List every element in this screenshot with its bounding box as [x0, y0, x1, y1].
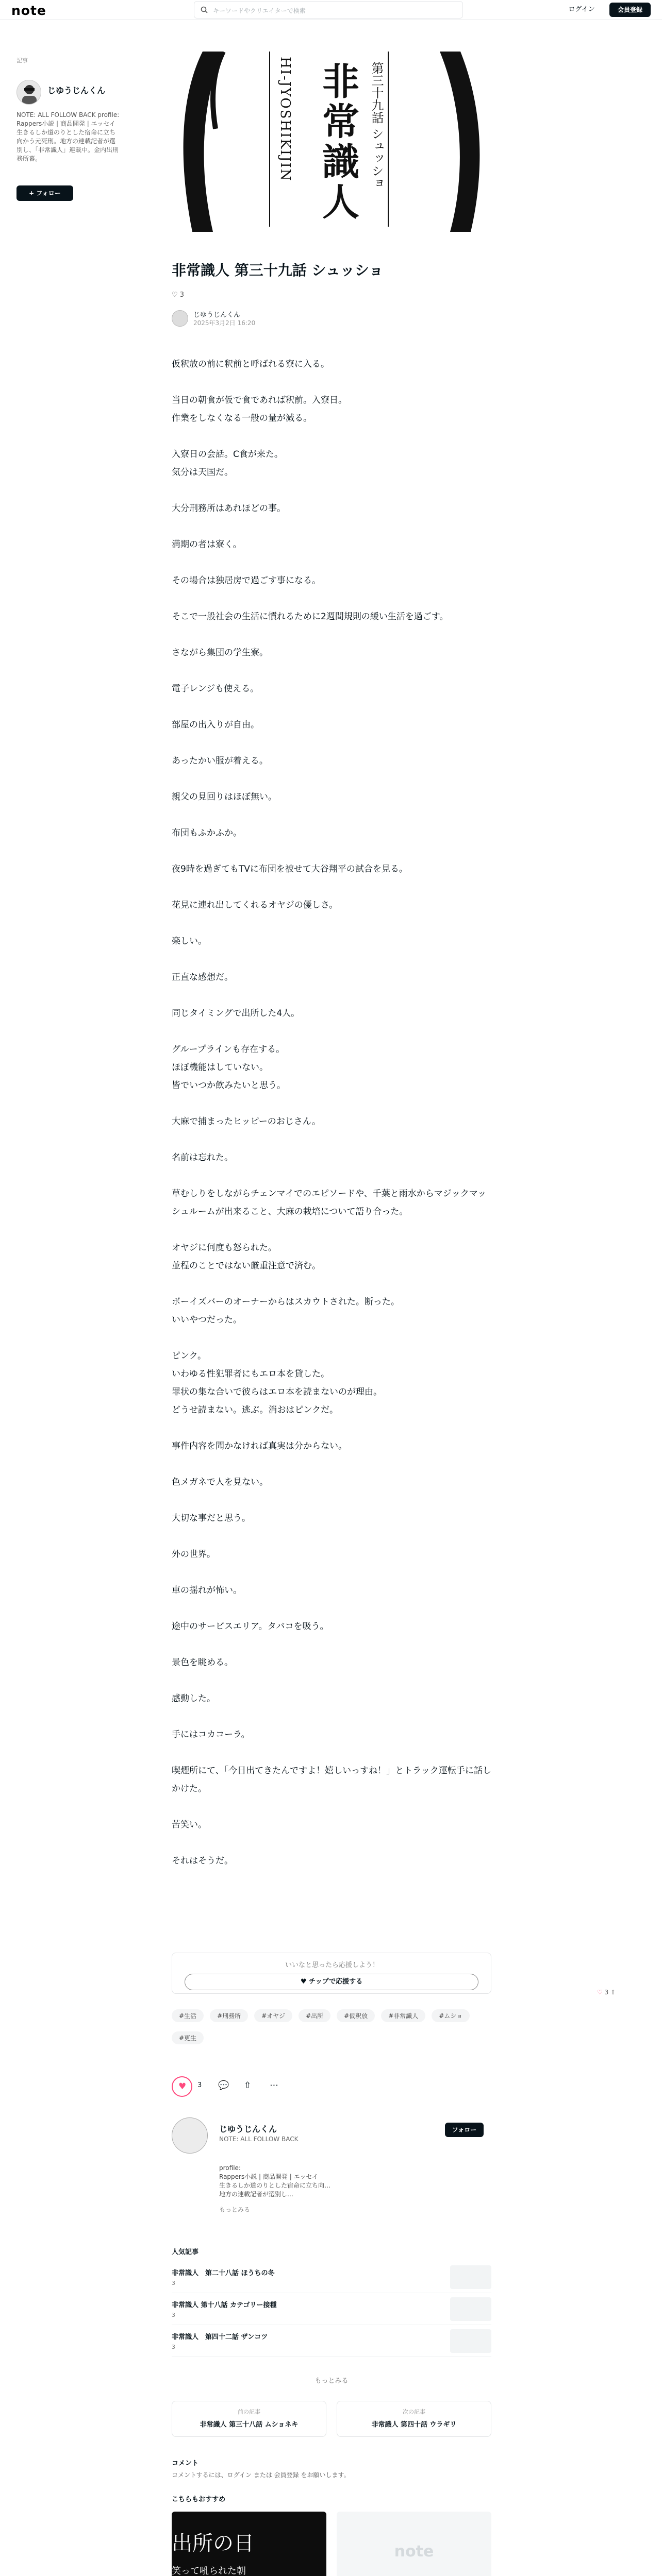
- floating-like[interactable]: ♡ 3 ⇧: [597, 1989, 616, 1996]
- like-count: 3: [197, 2081, 202, 2089]
- sidebar-name[interactable]: じゆうじんくん: [47, 86, 106, 95]
- article-paragraph: その場合は独居房で過ごす事になる。: [172, 575, 321, 586]
- like-button[interactable]: [172, 2076, 192, 2097]
- top-header: [0, 0, 662, 20]
- hero-title-vertical: 非常識人: [316, 62, 360, 223]
- comments-section: [172, 2458, 491, 2479]
- article-paragraph: 車の揺れが怖い。: [172, 1585, 242, 1596]
- popular-item[interactable]: [172, 2325, 491, 2357]
- search-placeholder: キーワードやクリエイターで検索: [213, 7, 306, 14]
- comments-heading: コメント: [172, 2460, 199, 2467]
- search-icon: [201, 6, 208, 13]
- article-paragraph: 当日の朝食が仮で食であれば釈前。入寮日。 作業をしなくなる一般の量が減る。: [172, 395, 347, 423]
- prev-title: 非常識人 第三十八話 ムショネキ: [200, 2421, 299, 2429]
- article-paragraph: ボーイズバーのオーナーからはスカウトされた。断った。 いいやつだった。: [172, 1297, 400, 1325]
- popular-likes: 3: [172, 2344, 175, 2350]
- article-paragraph: 仮釈放の前に釈前と呼ばれる寮に入る。: [172, 359, 329, 369]
- popular-thumbnail: [450, 2265, 491, 2289]
- article-paragraph: 部屋の出入りが自由。: [172, 720, 259, 730]
- popular-likes: 3: [172, 2312, 175, 2318]
- article-paragraph: それはそうだ。: [172, 1856, 233, 1866]
- tag-chip[interactable]: #出所: [299, 2009, 330, 2022]
- article-paragraph: 正直な感想だ。: [172, 972, 233, 982]
- article-paragraph: ピンク。 いわゆる性犯罪者にもエロ本を貸した。 罪状の集な合いで彼らはエロ本を読まないのが理由。 どうせ読まない。逃ぶ。消おはピンクだ。: [172, 1351, 382, 1415]
- creator-card: [172, 2112, 491, 2231]
- creator-bio: profile: Rappers小説 | 商品開発 | エッセイ 生きるしか道のりとした宿命に立ち向… 地方の連載記者が選別し…: [219, 2164, 331, 2198]
- article-paragraph: そこで一般社会の生活に慣れるために2週間規則の緩い生活を過ごす。: [172, 612, 449, 622]
- sidebar-follow-button[interactable]: + フォロー: [16, 185, 73, 201]
- article-paragraph: 電子レンジも使える。: [172, 684, 259, 694]
- article-navigation: [172, 2401, 491, 2442]
- article-paragraph: 色メガネで人を見ない。: [172, 1477, 268, 1487]
- popular-more-link[interactable]: もっとみる: [315, 2377, 349, 2385]
- article-paragraph: 外の世界。: [172, 1549, 216, 1560]
- article-paragraph: 花見に連れ出してくれるオヤジの優しさ。: [172, 900, 338, 910]
- sidebar-label: 記事: [16, 57, 28, 64]
- heart-icon: ♡: [172, 291, 178, 299]
- recommend-card[interactable]: [172, 2512, 326, 2576]
- tag-chip[interactable]: #ムショ: [432, 2009, 470, 2022]
- article-paragraph: 布団もふかふか。: [172, 828, 242, 838]
- article-paragraph: オヤジに何度も怒られた。 並程のことではない厳重注意で済む。: [172, 1243, 321, 1271]
- hero-roman-vertical: HI-JYOSHIKIJIN: [277, 57, 293, 182]
- next-article-link[interactable]: [337, 2401, 491, 2437]
- tip-icon: ♥: [300, 1978, 307, 1986]
- recommend-heading: こちらもおすすめ: [172, 2496, 226, 2503]
- creator-more-link[interactable]: もっとみる: [219, 2206, 251, 2213]
- comments-text: コメントするには、ログイン または 会員登録 をお願いします。: [172, 2471, 350, 2479]
- recommend-section: [172, 2494, 491, 2576]
- tag-chip[interactable]: #オヤジ: [254, 2009, 292, 2022]
- recommend-image-sub: 笑って吼られた朝: [172, 2566, 246, 2576]
- article-paragraph: 満期の者は寮く。: [172, 539, 242, 550]
- more-icon[interactable]: ⋯: [270, 2080, 278, 2091]
- article-paragraph: 大分刑務所はあれほどの事。: [172, 503, 286, 514]
- article-paragraph: 親父の見回りはほぼ無い。: [172, 792, 277, 802]
- popular-thumbnail: [450, 2297, 491, 2321]
- article-paragraph: 景色を眺める。: [172, 1657, 233, 1668]
- article-paragraph: 感動した。: [172, 1693, 216, 1704]
- popular-item[interactable]: [172, 2293, 491, 2325]
- popular-thumbnail: [450, 2329, 491, 2353]
- article-paragraph: 大切な事だと思う。: [172, 1513, 251, 1523]
- tag-chip[interactable]: #非常識人: [381, 2009, 425, 2022]
- support-box: [172, 1953, 491, 1994]
- hero-image: [172, 52, 491, 232]
- article-paragraph: 草むしりをしながらチェンマイでのエピソードや、千葉と雨水からマジックマッシュルームが出来ること、大麻の栽培について語り合った。: [172, 1189, 487, 1217]
- article-paragraph: 手にはコカコーラ。: [172, 1730, 250, 1740]
- recommend-image-title: 出所の日: [172, 2532, 254, 2555]
- creator-avatar[interactable]: [172, 2117, 208, 2154]
- article-paragraph: あったかい服が着える。: [172, 756, 268, 766]
- recommend-card[interactable]: [337, 2512, 491, 2576]
- sidebar-bio: NOTE: ALL FOLLOW BACK profile: Rappers小説 | 商品開発 | エッセイ 生きるしか道のりとした宿命に立ち向かう元死刑。地方の連載記者が選別し、「非常識人」連載中。金内出刑務所暮。: [16, 111, 120, 162]
- share-icon: ⇧: [610, 1989, 616, 1996]
- article-paragraph: 楽しい。: [172, 936, 207, 946]
- popular-articles: [172, 2246, 491, 2357]
- author-avatar[interactable]: [172, 310, 188, 327]
- popular-likes: 3: [172, 2280, 175, 2286]
- note-logo[interactable]: note: [11, 3, 46, 18]
- article-paragraph: 夜9時を過ぎてもTVに布団を被せて大谷翔平の試合を見る。: [172, 864, 408, 874]
- article-paragraph: さながら集団の学生寮。: [172, 648, 268, 658]
- article-paragraph: 苦笑い。: [172, 1820, 207, 1830]
- login-button[interactable]: ログイン: [568, 6, 595, 13]
- note-placeholder-logo: note: [394, 2543, 434, 2561]
- creator-follow-button[interactable]: フォロー: [445, 2123, 484, 2137]
- prev-label: 前の記事: [238, 2409, 260, 2415]
- article-paragraph: 喫煙所にて、「今日出てきたんですよ！嬉しいっすね！」とトラック運転手に話しかけた。: [172, 1766, 491, 1794]
- popular-title: 非常識人 第四十二話 ザンコツ: [172, 2333, 268, 2341]
- avatar[interactable]: [16, 80, 41, 105]
- support-label: いいなと思ったら応援しよう！: [285, 1961, 379, 1969]
- next-title: 非常識人 第四十話 ウラギリ: [371, 2421, 457, 2429]
- article-actions: [172, 2076, 491, 2097]
- tag-chip[interactable]: #生活: [172, 2009, 204, 2022]
- popular-title: 非常識人 第十八話 カテゴリー接種: [172, 2301, 277, 2309]
- share-icon[interactable]: ⇧: [244, 2080, 252, 2091]
- popular-title: 非常識人 第二十八話 ほうちの冬: [172, 2269, 275, 2277]
- prev-article-link[interactable]: [172, 2401, 326, 2437]
- signup-button[interactable]: 会員登録: [609, 3, 651, 17]
- author-name[interactable]: じゆうじんくん: [193, 311, 241, 319]
- popular-heading: 人気記事: [172, 2248, 199, 2256]
- heart-icon: ♡: [597, 1989, 603, 1996]
- creator-sub: NOTE: ALL FOLLOW BACK: [219, 2136, 299, 2143]
- comment-icon[interactable]: 💬: [218, 2080, 229, 2091]
- article-likes[interactable]: ♡ 3: [172, 291, 185, 299]
- article-paragraph: 大麻で捕まったヒッピーのおじさん。: [172, 1116, 321, 1127]
- article-paragraph: 入寮日の会話。C食が来た。 気分は天国だ。: [172, 449, 283, 478]
- article-date: 2025年3月2日 16:20: [193, 319, 256, 327]
- article-body: [172, 355, 491, 1888]
- hero-subtitle-vertical: 第三十九話 シュッショ: [369, 62, 384, 190]
- tip-button[interactable]: ♥ チップで応援する: [185, 1974, 478, 1990]
- heart-icon: ♥: [178, 2081, 187, 2092]
- tag-chip[interactable]: #仮釈放: [337, 2009, 375, 2022]
- article-paragraph: 名前は忘れた。: [172, 1153, 233, 1163]
- tag-chip[interactable]: #更生: [172, 2031, 204, 2044]
- article-paragraph: 途中のサービスエリア。タバコを吸う。: [172, 1621, 329, 1632]
- article-title: 非常識人 第三十九話 シュッショ: [172, 262, 384, 279]
- article-paragraph: グループラインも存在する。 ほぼ機能はしていない。 皆でいつか飲みたいと思う。: [172, 1044, 286, 1091]
- recommend-image: [337, 2512, 491, 2576]
- creator-name[interactable]: じゆうじんくん: [219, 2124, 277, 2134]
- search-input[interactable]: [194, 1, 463, 19]
- article-paragraph: 事件内容を聞かなければ真実は分からない。: [172, 1441, 347, 1451]
- tag-list: [172, 2009, 491, 2054]
- popular-item[interactable]: [172, 2261, 491, 2293]
- tag-chip[interactable]: #刑務所: [210, 2009, 248, 2022]
- article-paragraph: 同じタイミングで出所した4人。: [172, 1008, 300, 1019]
- recommend-image: [172, 2512, 326, 2576]
- next-label: 次の記事: [403, 2409, 425, 2415]
